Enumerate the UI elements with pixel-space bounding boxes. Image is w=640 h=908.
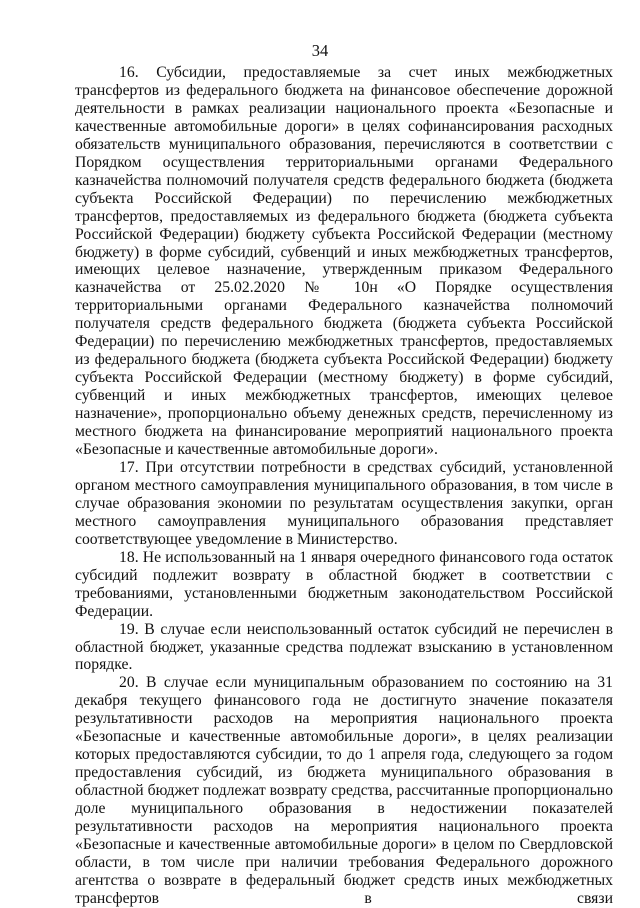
paragraph-17: 17. При отсутствии потребности в средствах субсидий, установленной органом местного самоуправления муниципального образования, в том числе в случае образования экономии по результатам осуществления закупки, орган местного самоуправления муниципального образования представляет соответствующее уведомление в Министерство. (75, 458, 613, 548)
paragraph-18: 18. Не использованный на 1 января очередного финансового года остаток субсидий подлежит возврату в областной бюджет в соответствии с требованиями, установленными бюджетным законодательством Российской Федерации. (75, 548, 613, 620)
paragraph-20: 20. В случае если муниципальным образованием по состоянию на 31 декабря текущего финансового года не достигнуто значение показателя результативности расходов на мероприятия национального проекта «Безопасные и качественные автомобильные дороги», в целях реализации которых предоставляются субсидии, то до 1 апреля года, следующего за годом предоставления субсидий, из бюджета муниципального образования в областной бюджет подлежат возврату средства, рассчитанные пропорционально доле муниципального образования в недостижении показателей результативности расходов на мероприятия национального проекта «Безопасные и качественные автомобильные дороги» в целом по Свердловской области, в том числе при наличии требования Федерального дорожного агентства о возврате в федеральный бюджет средств иных межбюджетных трансфертов в связи (75, 674, 613, 907)
page-number: 34 (311, 41, 329, 60)
paragraph-16: 16. Субсидии, предоставляемые за счет иных межбюджетных трансфертов из федерального бюджета на финансовое обеспечение дорожной деятельности в рамках реализации национального проекта «Безопасные и качественные автомобильные дороги» в целях софинансирования расходных обязательств муниципального образования, перечисляются в соответствии с Порядком осуществления территориальными органами Федерального казначейства полномочий получателя средств федерального бюджета (бюджета субъекта Российской Федерации) по перечислению межбюджетных трансфертов, предоставляемых из федерального бюджета (бюджета субъекта Российской Федерации) бюджету субъекта Российской Федерации (местному бюджету) в форме субсидий, субвенций и иных межбюджетных трансфертов, имеющих целевое назначение, утвержденным приказом Федерального казначейства от 25.02.2020 № 10н «О Порядке осуществления территориальными органами Федерального казначейства полномочий получателя средств федерального бюджета (бюджета субъекта Российской Федерации) по перечислению межбюджетных трансфертов, предоставляемых из федерального бюджета (бюджета субъекта Российской Федерации) бюджету субъекта Российской Федерации (местному бюджету) в форме субсидий, субвенций и иных межбюджетных трансфертов, имеющих целевое назначение», пропорционально объему денежных средств, перечисленному из местного бюджета на финансирование мероприятий национального проекта «Безопасные и качественные автомобильные дороги». (75, 64, 613, 459)
document-body (75, 64, 613, 908)
paragraph-19: 19. В случае если неиспользованный остаток субсидий не перечислен в областной бюджет, указанные средства подлежат взысканию в установленном порядке. (75, 620, 613, 674)
